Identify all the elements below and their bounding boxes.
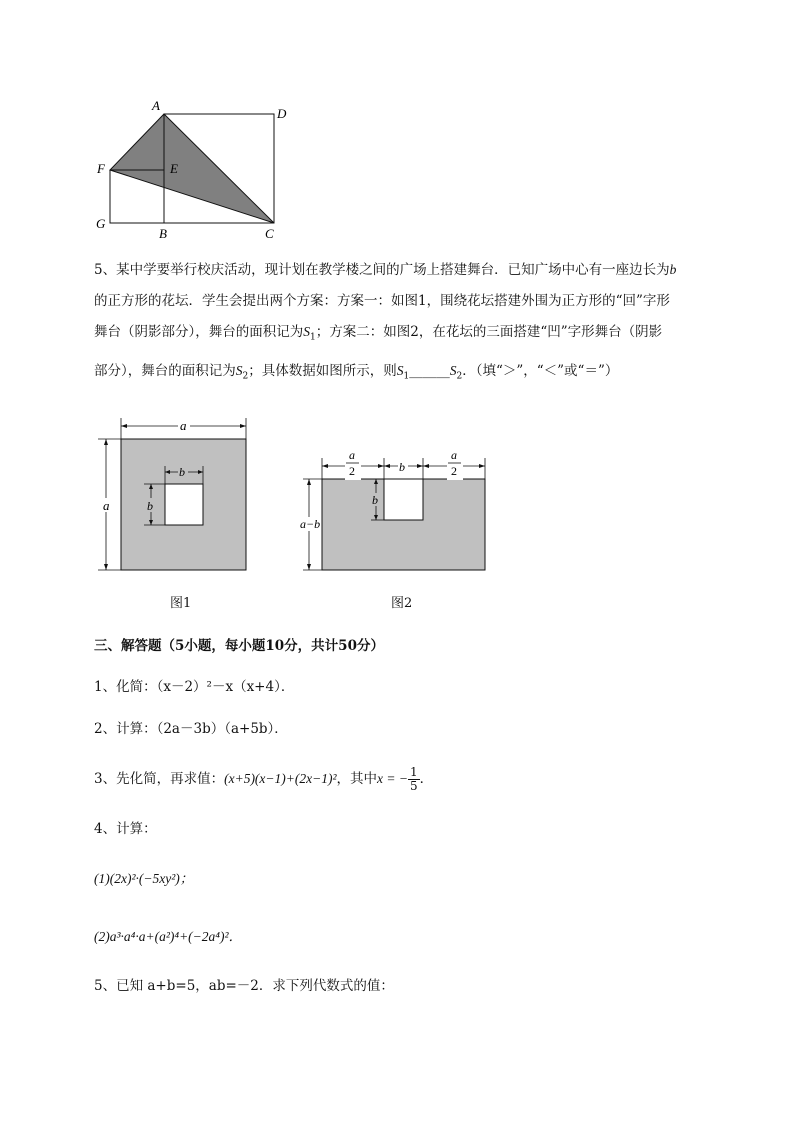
question-4-part-2: (2)a³·a⁴·a+(a²)⁴+(−2a⁴)²． bbox=[94, 929, 243, 944]
fig1-caption: 图1 bbox=[170, 596, 192, 611]
fig2-left-label: a−b bbox=[300, 517, 321, 531]
fig1-inner-left-label: b bbox=[147, 499, 153, 513]
question-4-title: 4、计算： bbox=[94, 821, 157, 837]
figure-top-geometry bbox=[90, 92, 300, 244]
figure-2 bbox=[295, 444, 495, 580]
fig1-left-label: a bbox=[103, 498, 110, 513]
fig2-caption: 图2 bbox=[391, 596, 413, 611]
fig2-flowerbed bbox=[384, 479, 423, 520]
fig2-left-half-den: 2 bbox=[349, 464, 355, 478]
figure-1 bbox=[92, 412, 257, 580]
label-G: G bbox=[96, 216, 106, 231]
label-F: F bbox=[97, 161, 105, 176]
q5-fill-line1: 5、某中学要举行校庆活动，现计划在教学楼之间的广场上搭建舞台．已知广场中心有一座边长为b bbox=[94, 262, 677, 278]
fig2-inner-left-label: b bbox=[372, 493, 378, 507]
label-B: B bbox=[159, 226, 167, 241]
section-title: 三、解答题（5小题，每小题10分，共计50分） bbox=[94, 638, 384, 654]
question-1: 1、化简：（x－2）²－x（x+4）． bbox=[94, 679, 295, 695]
q3-fraction: $\frac{1}{5}$ bbox=[410, 765, 418, 793]
label-D: D bbox=[277, 106, 287, 121]
fig1-inner-top-label: b bbox=[179, 465, 185, 479]
fig2-right-half-num: a bbox=[451, 448, 457, 462]
fig2-left-half-num: a bbox=[349, 448, 355, 462]
q5-fill-line4: 部分），舞台的面积记为$S_2$；具体数据如图所示，则$S_1\_\_\_\_\_\_S_2$．（填“＞”，“＜”或“＝”） bbox=[94, 363, 619, 382]
fig1-top-label: a bbox=[180, 418, 187, 433]
shaded-triangle bbox=[110, 114, 274, 223]
question-3: 3、先化简，再求值：(x+5)(x−1)+(2x−1)²，其中x = − $\frac{1}{5}$ ． bbox=[94, 765, 434, 793]
label-C: C bbox=[265, 226, 274, 241]
fig1-flowerbed bbox=[165, 484, 203, 525]
question-5: 5、已知 a+b=5，ab=－2．求下列代数式的值： bbox=[94, 978, 394, 994]
answer-blank[interactable]: ______ bbox=[409, 363, 450, 379]
fig2-right-half-den: 2 bbox=[451, 464, 457, 478]
label-E: E bbox=[170, 161, 178, 176]
question-4-part-1: (1)(2x)²·(−5xy²)； bbox=[94, 871, 194, 886]
q5-fill-line3: 舞台（阴影部分），舞台的面积记为$S_1$；方案二：如图2，在花坛的三面搭建“凹”字形舞台（阴影 bbox=[94, 324, 663, 343]
label-A: A bbox=[152, 98, 160, 113]
q5-fill-line2: 的正方形的花坛．学生会提出两个方案：方案一：如图1，围绕花坛搭建外围为正方形的“回”字形 bbox=[94, 293, 670, 309]
fig2-mid-label: b bbox=[399, 460, 405, 474]
question-2: 2、计算：（2a－3b）（a+5b）． bbox=[94, 721, 288, 737]
